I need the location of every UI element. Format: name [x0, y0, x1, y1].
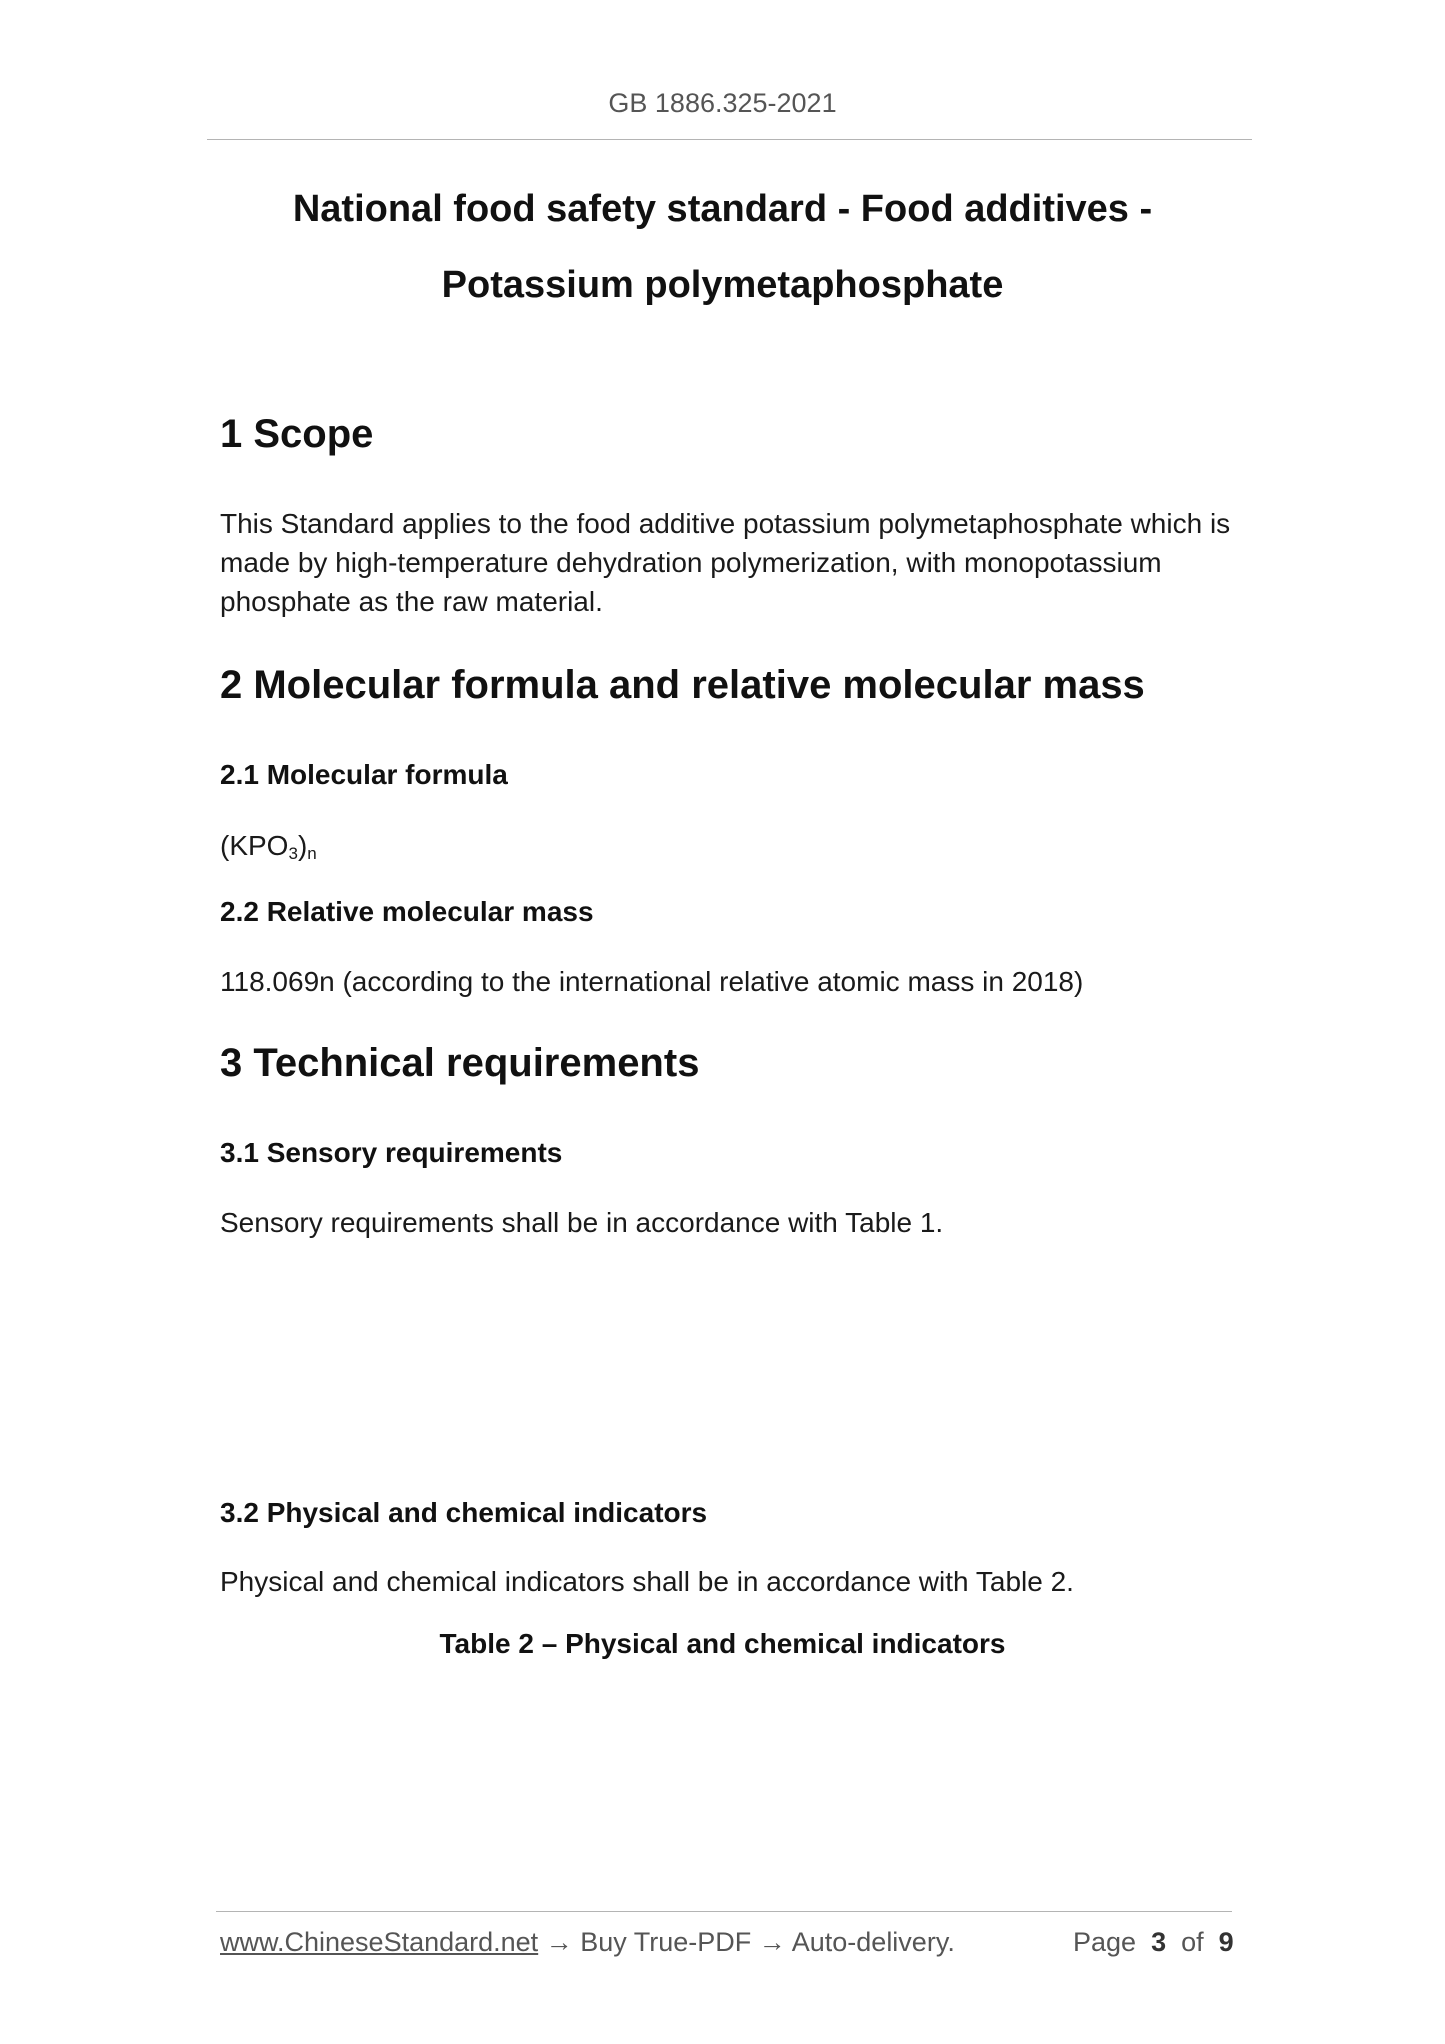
header-divider [207, 139, 1252, 140]
of-label: of [1181, 1927, 1204, 1957]
sensory-heading: 3.1 Sensory requirements [220, 1137, 563, 1168]
relative-mass-text: 118.069n (according to the international relative atomic mass in 2018) [220, 966, 1084, 997]
technical-heading: 3 Technical requirements [220, 1041, 700, 1085]
page-current: 3 [1151, 1927, 1167, 1957]
table-2-caption: Table 2 – Physical and chemical indicators [439, 1628, 1006, 1659]
scope-body: This Standard applies to the food additive potassium polymetaphosphate which is made by high-temperature dehydration polymerization, with monopotassium phosphate as the raw material. [220, 508, 1231, 617]
footer-site-link[interactable]: www.ChineseStandard.net [220, 1927, 539, 1957]
relative-mass-heading: 2.2 Relative molecular mass [220, 896, 594, 927]
footer-promo-text: → Buy True-PDF → Auto-delivery. [538, 1927, 955, 1957]
molecular-heading: 2 Molecular formula and relative molecular mass [220, 663, 1145, 707]
document-title-line-2: Potassium polymetaphosphate [441, 264, 1004, 306]
standard-code: GB 1886.325-2021 [608, 88, 837, 118]
page-total: 9 [1218, 1927, 1234, 1957]
document-title-line-1: National food safety standard - Food additives - [292, 188, 1153, 230]
scope-heading: 1 Scope [220, 412, 374, 456]
page-indicator [1073, 1927, 1234, 1958]
molecular-formula-heading: 2.1 Molecular formula [220, 759, 508, 790]
formula-close: ) [297, 830, 308, 861]
molecular-formula [220, 826, 1240, 873]
formula-open: (KPO [220, 830, 289, 861]
footer-promo [220, 1927, 955, 1958]
sensory-text: Sensory requirements shall be in accordance with Table 1. [220, 1207, 944, 1238]
physchem-text: Physical and chemical indicators shall be in accordance with Table 2. [220, 1566, 1074, 1597]
page-label: Page [1073, 1927, 1137, 1957]
footer-divider [216, 1911, 1232, 1912]
physchem-heading: 3.2 Physical and chemical indicators [220, 1497, 708, 1528]
formula-subscript-3: 3 [288, 844, 298, 863]
formula-subscript-n: n [307, 844, 317, 863]
